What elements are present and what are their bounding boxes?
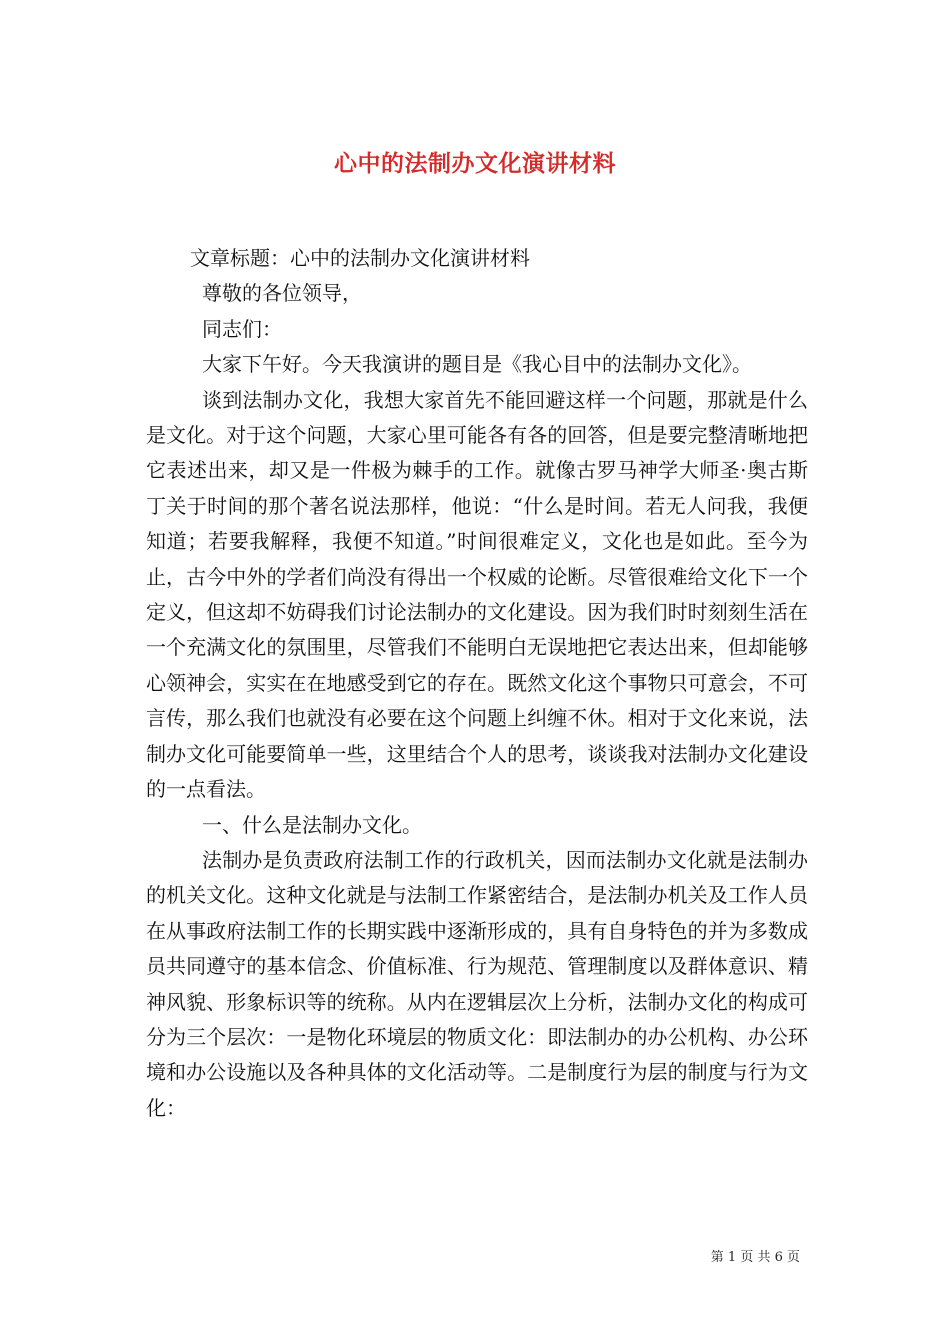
section-heading: 一、什么是法制办文化。 [202,812,422,837]
document-body [146,241,808,1126]
salutation-line: 同志们： [202,316,282,341]
salutation-line: 尊敬的各位领导， [202,281,362,306]
greeting-line: 大家下午好。今天我演讲的题目是《我心目中的法制办文化》。 [202,352,752,377]
body-paragraph: 法制办是负责政府法制工作的行政机关，因而法制办文化就是法制办的机关文化。这种文化就是与法制工作紧密结合，是法制办机关及工作人员在从事政府法制工作的长期实践中逐渐形成的，具有自身特色的并为多数成员共同遵守的基本信念、价值标准、行为规范、管理制度以及群体意识、精神风貌、形象标识等的统称。从内在逻辑层次上分析，法制办文化的构成可分为三个层次：一是物化环境层的物质文化：即法制办的办公机构、办公环境和办公设施以及各种具体的文化活动等。二是制度行为层的制度与行为文化： [146,847,808,1120]
page-number: 第 1 页 共 6 页 [710,1250,800,1265]
article-title-line: 文章标题：心中的法制办文化演讲材料 [190,246,530,270]
page-title: 心中的法制办文化演讲材料 [334,150,616,178]
body-paragraph: 谈到法制办文化，我想大家首先不能回避这样一个问题，那就是什么是文化。对于这个问题，大家心里可能各有各的回答，但是要完整清晰地把它表述出来，却又是一件极为棘手的工作。就像古罗马神学大师圣·奥古斯丁关于时间的那个著名说法那样，他说：“什么是时间。若无人问我，我便知道；若要我解释，我便不知道。”时间很难定义，文化也是如此。至今为止，古今中外的学者们尚没有得出一个权威的论断。尽管很难给文化下一个定义，但这却不妨碍我们讨论法制办的文化建设。因为我们时时刻刻生活在一个充满文化的氛围里，尽管我们不能明白无误地把它表达出来，但却能够心领神会，实实在在地感受到它的存在。既然文化这个事物只可意会，不可言传，那么我们也就没有必要在这个问题上纠缠不休。相对于文化来说，法制办文化可能要简单一些，这里结合个人的思考，谈谈我对法制办文化建设的一点看法。 [146,387,808,802]
